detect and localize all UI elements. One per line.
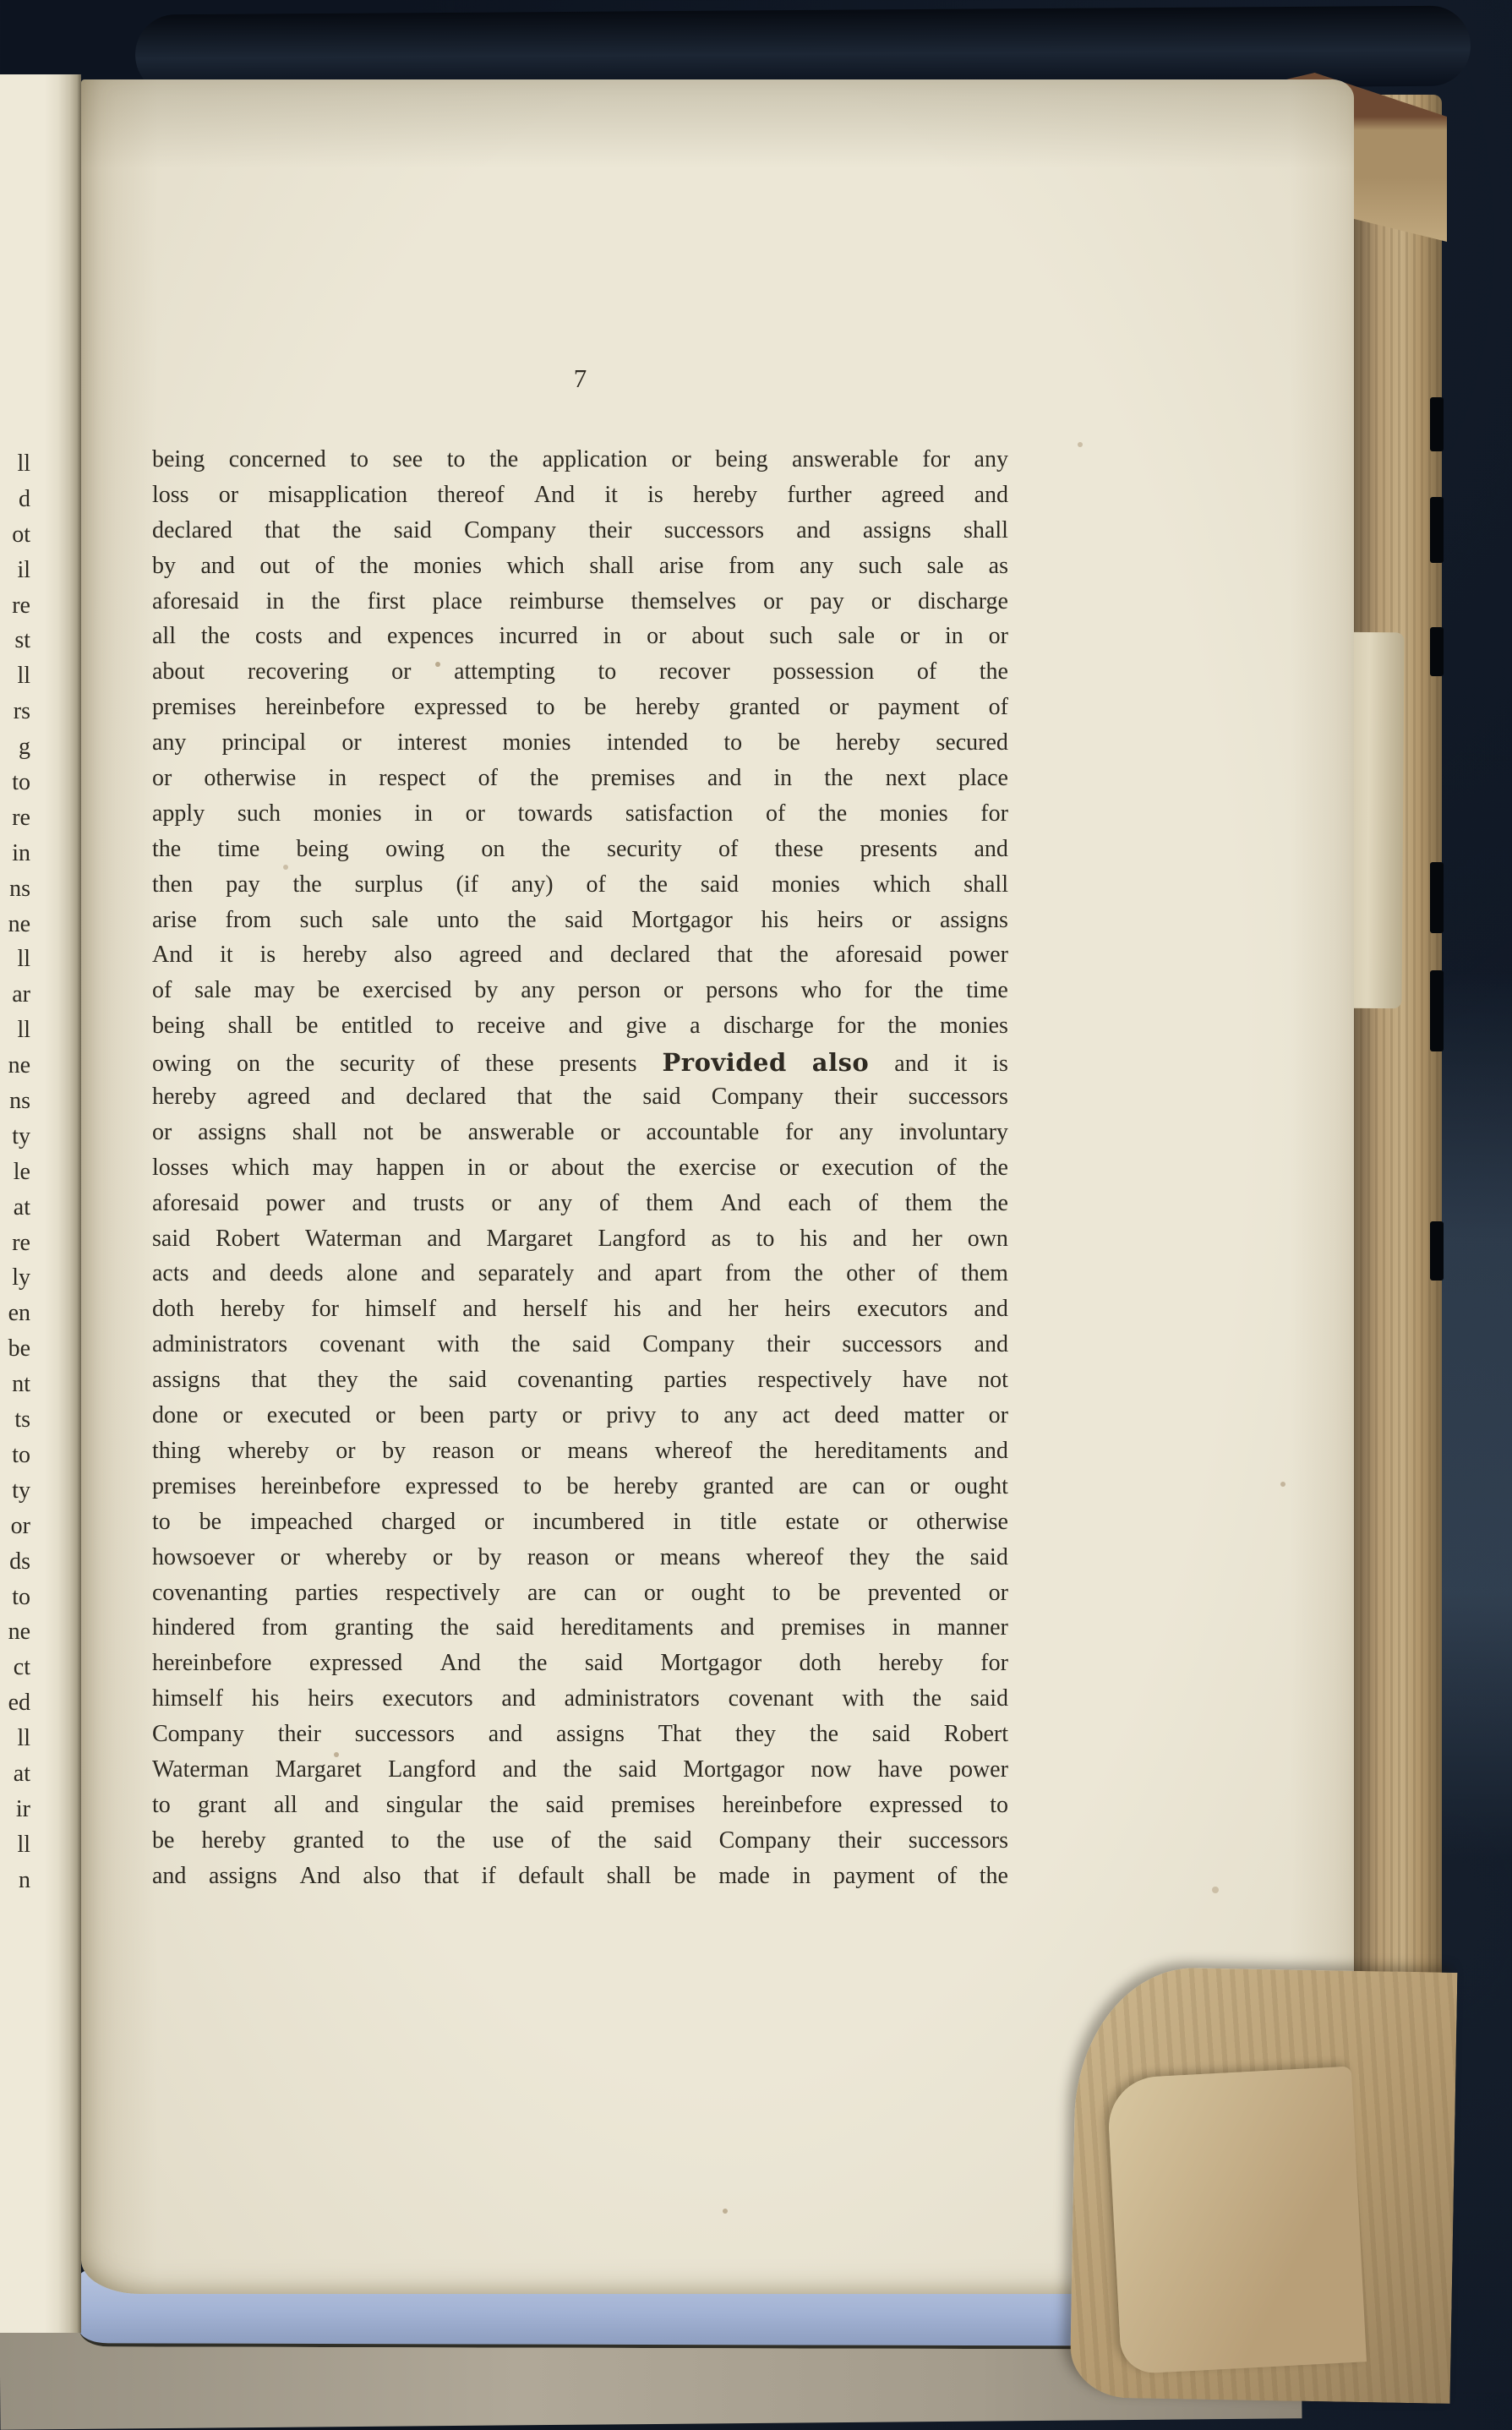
text-line: being concerned to see to the application or being answerable for any (152, 446, 1008, 472)
gutter-text-fragment: at (13, 1760, 30, 1787)
gutter-text-fragment: le (13, 1158, 30, 1185)
text-line: Waterman Margaret Langford and the said Mortgagor now have power (152, 1756, 1008, 1783)
text-line: be hereby granted to the use of the said Company their successors (152, 1827, 1008, 1854)
text-line: of sale may be exercised by any person or persons who for the time (152, 977, 1008, 1004)
text-line: doth hereby for himself and herself his and her heirs executors and (152, 1296, 1008, 1323)
text-line: premises hereinbefore expressed to be hereby granted are can or ought (152, 1472, 1008, 1499)
text-line: all the costs and expences incurred in or about such sale or in or (152, 623, 1008, 650)
text-line: the time being owing on the security of these presents and (152, 835, 1008, 862)
text-line: said Robert Waterman and Margaret Langford as to his and her own (152, 1225, 1008, 1252)
gutter-text-fragment: ty (12, 1122, 30, 1149)
text-line: assigns that they the said covenanting parties respectively have not (152, 1367, 1008, 1394)
gutter-text-fragment: rs (13, 698, 30, 725)
text-line: hindered from granting the said hereditaments and premises in manner (152, 1614, 1008, 1641)
gutter-text-fragment: ds (9, 1548, 30, 1575)
text-line: loss or misapplication thereof And it is hereby further agreed and (152, 481, 1008, 508)
text-line: arise from such sale unto the said Mortgagor his heirs or assigns (152, 906, 1008, 933)
gutter-text-fragment: il (17, 556, 30, 583)
gutter-text-fragment: n (19, 1866, 30, 1893)
text-line: himself his heirs executors and administrators covenant with the said (152, 1685, 1008, 1712)
gutter-text-fragment: re (12, 804, 30, 831)
gutter-text-fragment: nt (12, 1371, 30, 1398)
text-line: administrators covenant with the said Company their successors and (152, 1331, 1008, 1358)
gutter-text-fragment: to (12, 1583, 30, 1610)
text-line: aforesaid in the first place reimburse themselves or pay or discharge (152, 587, 1008, 614)
gutter-text-fragment: ty (12, 1477, 30, 1504)
gutter-text-fragment: ct (13, 1654, 30, 1681)
gutter-text-fragment: re (12, 1229, 30, 1256)
text-line: by and out of the monies which shall arise from any such sale as (152, 552, 1008, 579)
book-page (81, 79, 1354, 2294)
torn-corner-paper-light (1106, 2067, 1367, 2375)
gutter-text-fragment: d (19, 485, 30, 512)
text-line: hereinbefore expressed And the said Mortgagor doth hereby for (152, 1650, 1008, 1677)
text-line: covenanting parties respectively are can or ought to be prevented or (152, 1579, 1008, 1606)
gutter-text-fragment: ar (12, 981, 30, 1008)
gutter-text-fragment: or (10, 1512, 30, 1539)
gutter-text-fragment: ll (17, 1725, 30, 1752)
gutter-text-fragment: in (12, 839, 30, 866)
text-line: apply such monies in or towards satisfaction of the monies for (152, 800, 1008, 827)
text-line: thing whereby or by reason or means whereof the hereditaments and (152, 1437, 1008, 1464)
gutter-text-fragment: ll (17, 1017, 30, 1044)
gutter-text-fragment: ll (17, 1831, 30, 1858)
gutter-text-fragment: re (12, 592, 30, 619)
text-line: aforesaid power and trusts or any of them And each of them the (152, 1189, 1008, 1216)
gutter-text-fragment: ll (17, 946, 30, 973)
gutter-text-fragment: en (8, 1300, 30, 1327)
gutter-text-fragment: at (13, 1193, 30, 1220)
gutter-text-fragment: ts (14, 1406, 30, 1433)
gutter-text-fragment: to (12, 769, 30, 796)
page-number: 7 (573, 363, 587, 393)
text-line: to be impeached charged or incumbered in title estate or otherwise (152, 1508, 1008, 1535)
text-line: acts and deeds alone and separately and apart from the other of them (152, 1260, 1008, 1287)
text-line: or otherwise in respect of the premises and in the next place (152, 765, 1008, 792)
text-line: being shall be entitled to receive and give a discharge for the monies (152, 1013, 1008, 1040)
gutter-text-fragment: ot (12, 521, 30, 548)
text-line: or assigns shall not be answerable or accountable for any involuntary (152, 1118, 1008, 1145)
gutter-text-fragment: ns (9, 875, 30, 902)
gutter-text-fragment: ll (17, 663, 30, 690)
gutter-text-fragment: to (12, 1441, 30, 1468)
text-line: any principal or interest monies intended to be hereby secured (152, 729, 1008, 756)
paper-speckles (81, 79, 85, 83)
gutter-text-fragment: ns (9, 1088, 30, 1115)
gutter-text-fragment: be (8, 1335, 30, 1362)
binding-slit (1430, 970, 1444, 1051)
text-line: about recovering or attempting to recover possession of the (152, 658, 1008, 685)
gutter-text-fragment: ll (17, 451, 30, 477)
text-line: owing on the security of these presents Provided also and it is (152, 1048, 1008, 1078)
binding-slit (1430, 862, 1444, 933)
text-line: to grant all and singular the said premises hereinbefore expressed to (152, 1791, 1008, 1818)
binding-slit (1430, 1221, 1444, 1281)
text-line: losses which may happen in or about the exercise or execution of the (152, 1154, 1008, 1181)
page-text (152, 446, 1008, 1898)
gutter-text-column (0, 446, 30, 1898)
gutter-text-fragment: st (14, 627, 30, 654)
text-line: hereby agreed and declared that the said Company their successors (152, 1084, 1008, 1111)
binding-slit (1430, 497, 1444, 563)
binding-slit (1430, 627, 1444, 676)
page-stack-fore-edge (1347, 95, 1442, 2267)
gutter-text-fragment: ed (8, 1690, 30, 1717)
gutter-text-fragment: ne (8, 1052, 30, 1079)
binding-slit (1430, 397, 1444, 451)
gutter-text-fragment: g (19, 734, 30, 761)
text-line: declared that the said Company their successors and assigns shall (152, 516, 1008, 543)
book-cover-sheen (1435, 972, 1512, 1859)
text-line: and assigns And also that if default shall be made in payment of the (152, 1862, 1008, 1889)
gutter-text-fragment: ne (8, 910, 30, 937)
text-line: howsoever or whereby or by reason or means whereof they the said (152, 1543, 1008, 1570)
gutter-text-fragment: ne (8, 1619, 30, 1646)
gutter-text-fragment: ly (12, 1264, 30, 1291)
text-line: premises hereinbefore expressed to be hereby granted or payment of (152, 694, 1008, 721)
gutter-facing-page-edge (0, 74, 81, 2333)
text-line: done or executed or been party or privy to any act deed matter or (152, 1402, 1008, 1429)
gutter-text-fragment: ir (15, 1795, 30, 1822)
text-line: And it is hereby also agreed and declared that the aforesaid power (152, 942, 1008, 969)
text-line: Company their successors and assigns That they the said Robert (152, 1721, 1008, 1748)
text-line: then pay the surplus (if any) of the said monies which shall (152, 871, 1008, 898)
